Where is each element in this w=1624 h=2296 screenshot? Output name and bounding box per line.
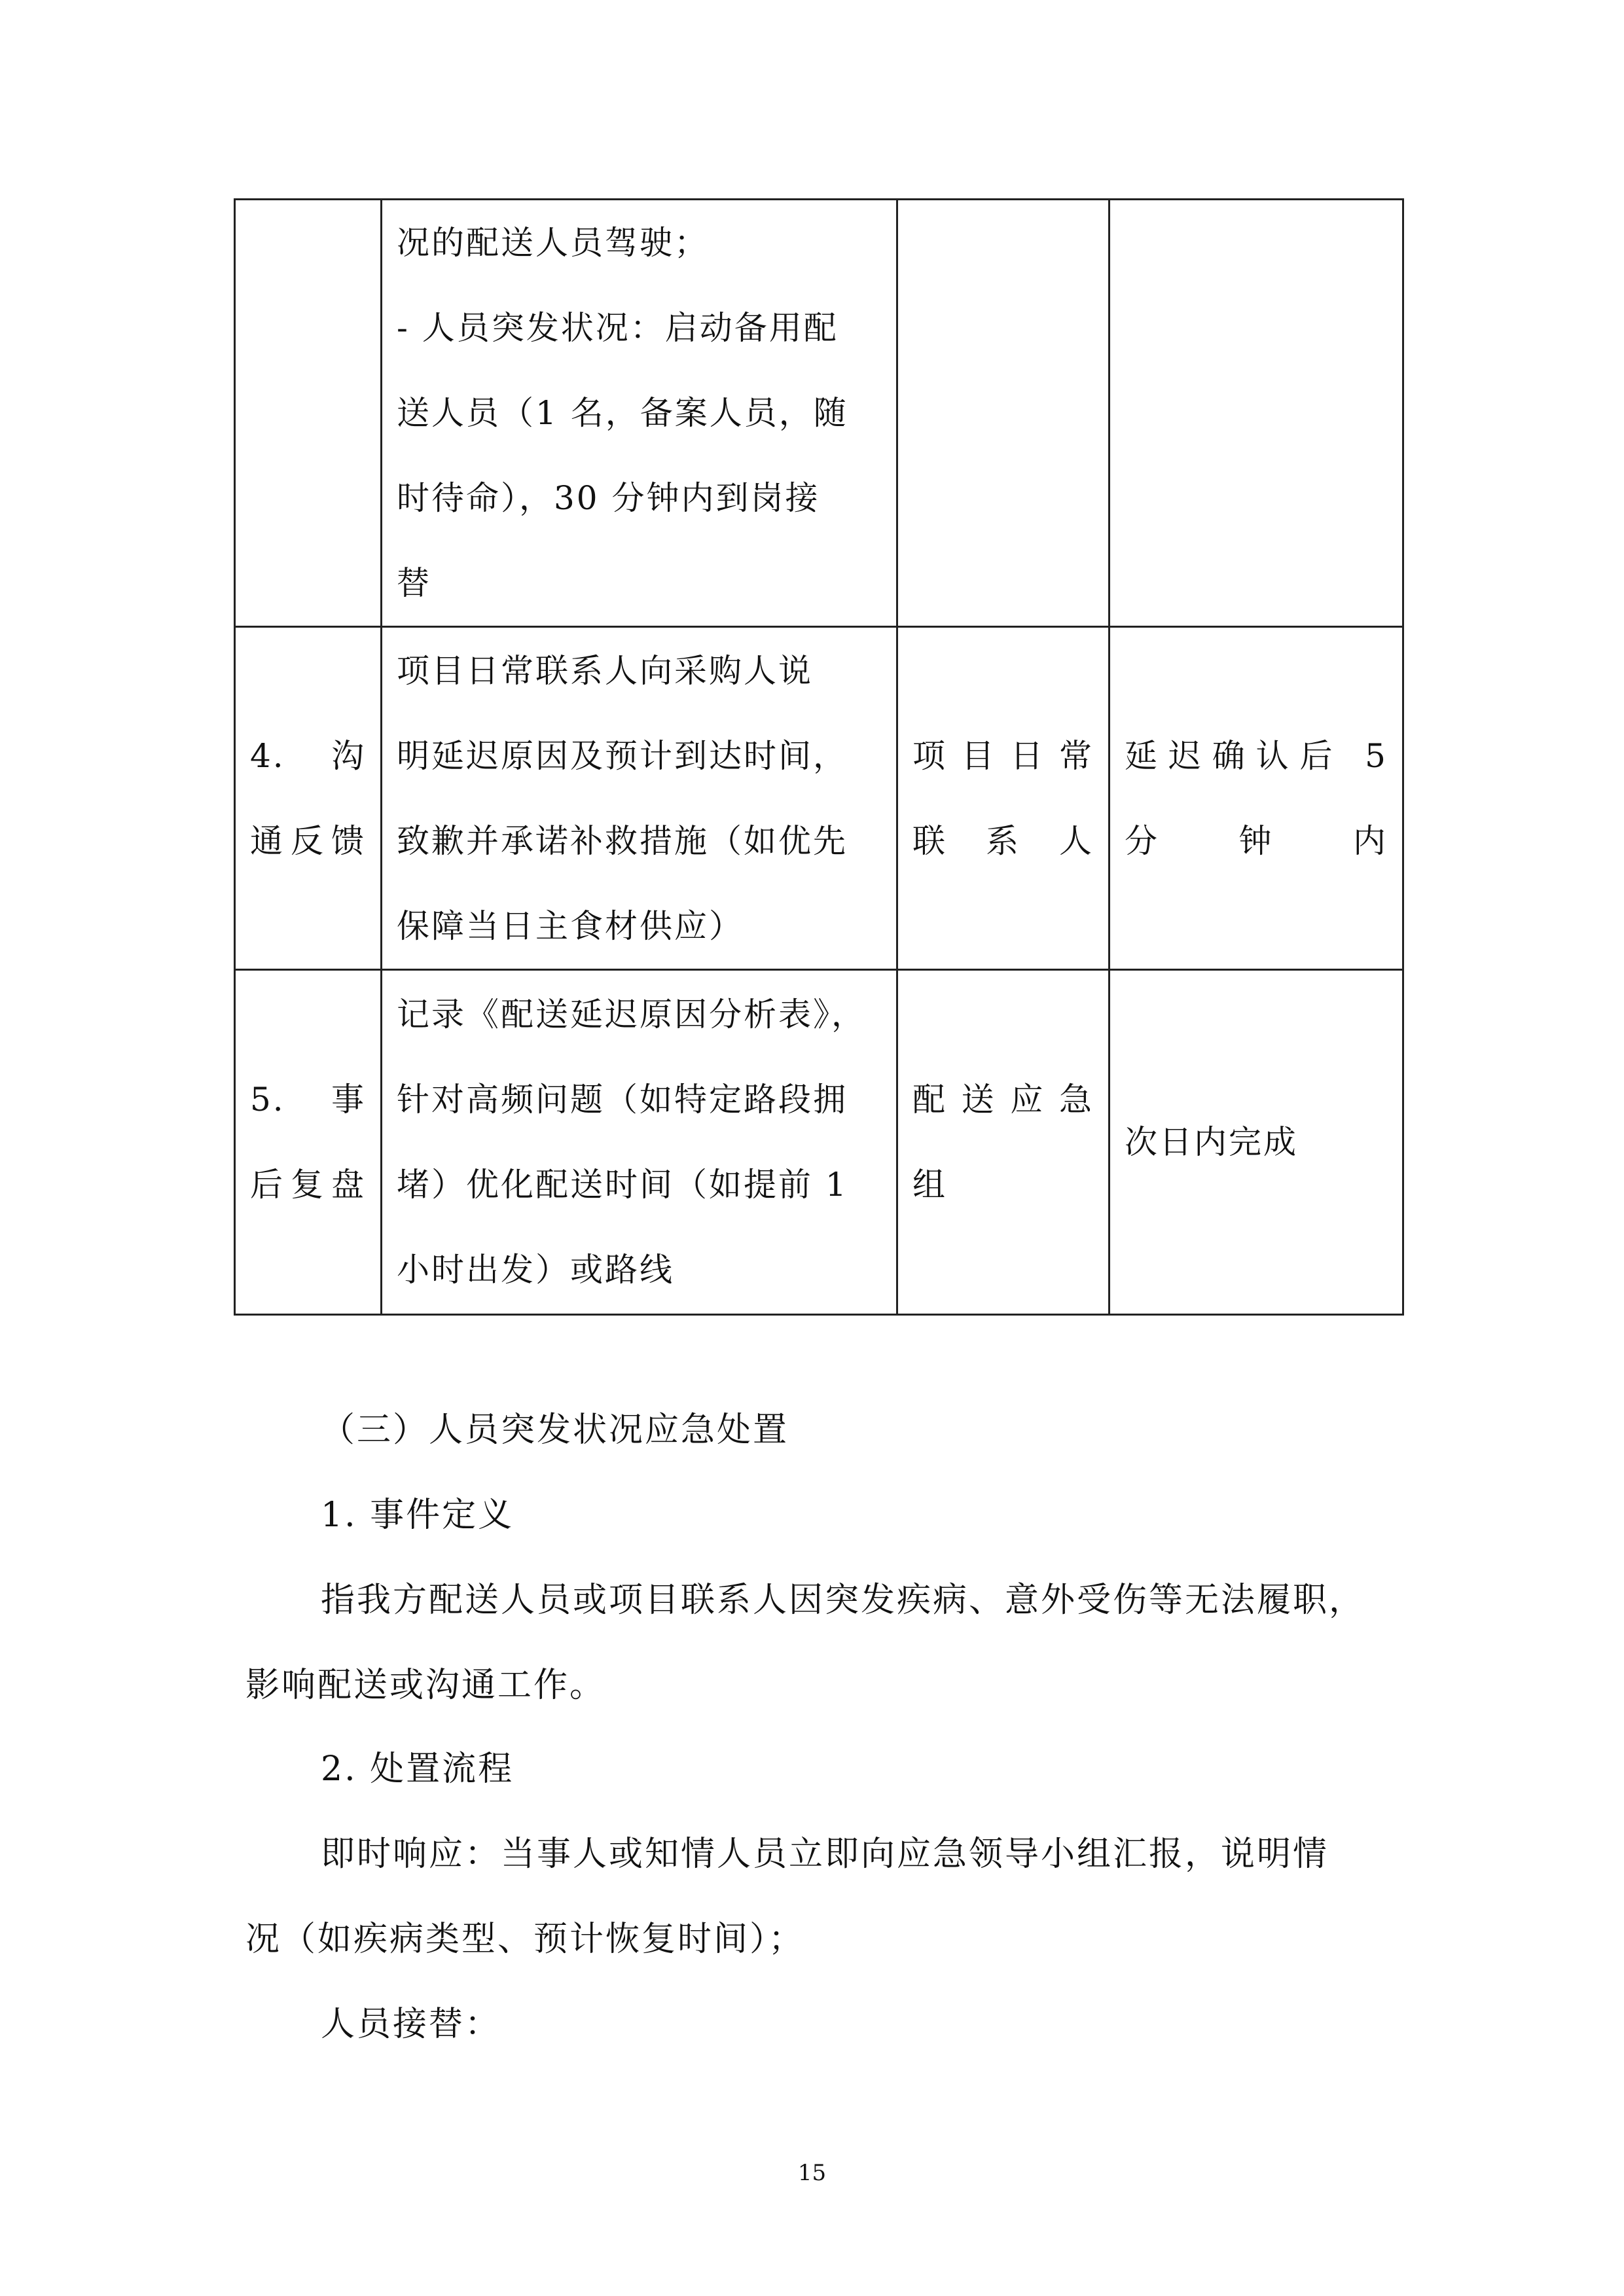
action-line: 项目日常联系人向采购人说 [397,651,813,690]
paragraph-line: 即时响应：当事人或知情人员立即向应急领导小组汇报，说明情 [321,1835,1329,1874]
action-line: 况的配送人员驾驶； [397,224,709,262]
step-cell [235,200,382,627]
step-cell [235,627,382,970]
action-line: - 人员突发状况：启动备用配 [397,309,839,347]
action-line: 小时出发）或路线 [397,1251,674,1289]
time-line: 延迟确认后 5 [1125,736,1388,775]
action-line: 针对高频问题（如特定路段拥 [397,1081,848,1119]
paragraph-line: 指我方配送人员或项目联系人因突发疾病、意外受伤等无法履职， [321,1581,1365,1620]
action-line: 替 [397,564,431,602]
owner-line: 配送应急 [912,1081,1094,1119]
owner-cell [897,627,1110,970]
paragraph-line: 影响配送或沟通工作。 [245,1666,606,1705]
action-cell [382,970,897,1315]
step-line: 4. 沟 [250,736,366,775]
table-row [235,627,1403,970]
action-line: 堵）优化配送时间（如提前 1 [397,1166,848,1204]
owner-cell [897,200,1110,627]
table-row [235,970,1403,1315]
time-line: 分钟内 [1125,821,1388,860]
action-line: 明延迟原因及预计到达时间， [397,736,848,775]
action-line: 时待命），30 分钟内到岗接 [397,479,820,517]
owner-line: 组 [912,1166,947,1204]
time-line: 次日内完成 [1125,1123,1298,1161]
table-row [235,200,1403,627]
action-cell [382,627,897,970]
action-line: 送人员（1 名，备案人员，随 [397,394,848,432]
owner-line: 项目日常 [912,736,1094,775]
time-cell [1110,627,1403,970]
owner-line: 联系人 [912,821,1094,860]
step-line: 后复盘 [250,1166,366,1204]
item-title: 1. 事件定义 [321,1496,514,1535]
step-cell [235,970,382,1315]
action-cell [382,200,897,627]
section-heading: （三）人员突发状况应急处置 [321,1410,789,1450]
time-cell [1110,200,1403,627]
time-cell [1110,970,1403,1315]
paragraph-line: 人员接替： [321,2005,501,2044]
action-line: 记录《配送延迟原因分析表》， [397,996,866,1033]
action-line: 致歉并承诺补救措施（如优先 [397,821,848,860]
action-line: 保障当日主食材供应） [397,906,744,945]
item-title: 2. 处置流程 [321,1749,514,1789]
owner-cell [897,970,1110,1315]
page-number: 15 [797,2160,827,2186]
step-line: 5. 事 [250,1081,366,1119]
step-line: 通反馈 [250,821,366,860]
emergency-procedure-table [234,198,1404,1316]
paragraph-line: 况（如疾病类型、预计恢复时间）； [245,1920,805,1959]
